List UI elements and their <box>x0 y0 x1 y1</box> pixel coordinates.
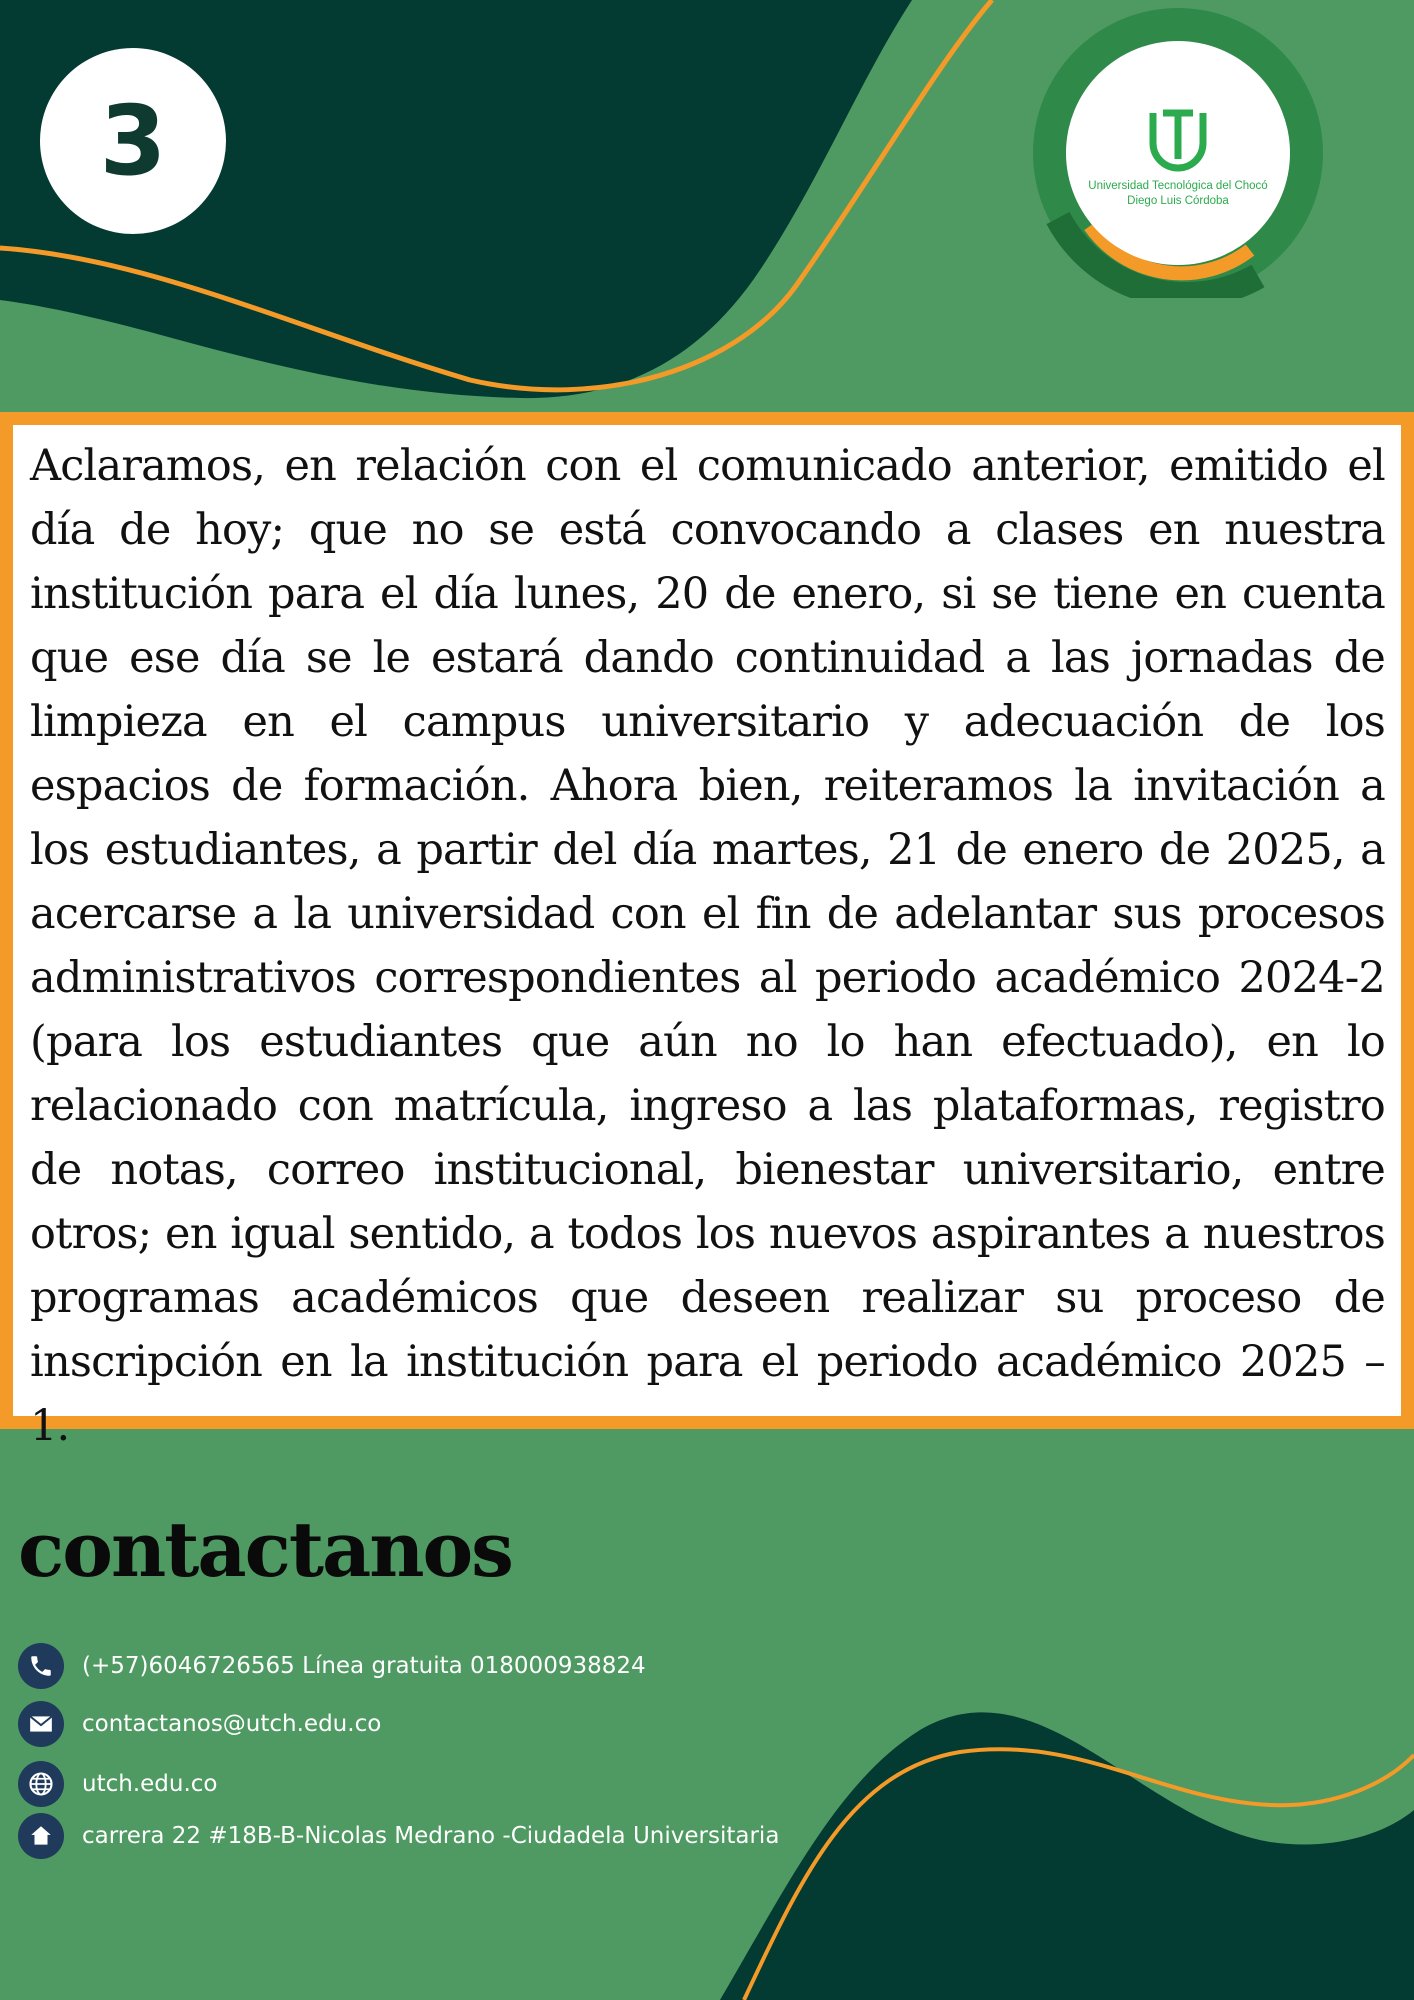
page-number: 3 <box>99 85 167 197</box>
contact-phone[interactable] <box>18 1642 646 1690</box>
logo-caption <box>1066 179 1290 209</box>
logo-badge <box>1066 41 1290 265</box>
contact-website-text: utch.edu.co <box>82 1771 218 1797</box>
contact-address-text: carrera 22 #18B-B-Nicolas Medrano -Ciudadela Universitaria <box>82 1823 780 1849</box>
contact-email[interactable] <box>18 1700 381 1748</box>
globe-icon <box>18 1761 64 1807</box>
statement-frame <box>0 412 1414 1451</box>
utch-emblem <box>1143 107 1213 177</box>
statement-box <box>13 425 1401 1451</box>
home-icon <box>18 1813 64 1859</box>
phone-icon <box>18 1643 64 1689</box>
email-icon <box>18 1701 64 1747</box>
contact-phone-text: (+57)6046726565 Línea gratuita 018000938824 <box>82 1653 646 1679</box>
page-number-badge <box>40 48 226 234</box>
university-logo <box>1028 8 1328 298</box>
logo-line-1: Universidad Tecnológica del Chocó <box>1088 180 1268 192</box>
statement-text: Aclaramos, en relación con el comunicado anterior, emitido el día de hoy; que no se está convocando a clases en nuestra institución para el día lunes, 20 de enero, si se tiene en cuenta que ese día se le estará dando continuidad a las jornadas de limpieza en el campus universitario y adecuación de los espacios de formación. Ahora bien, reiteramos la invitación a los estudiantes, a partir del día martes, 21 de enero de 2025, a acercarse a la universidad con el fin de adelantar sus procesos administrativos correspondientes al periodo académico 2024-2 (para los estudiantes que aún no lo han efectuado), en lo relacionado con matrícula, ingreso a las plataformas, registro de notas, correo institucional, bienestar universitario, entre otros; en igual sentido, a todos los nuevos aspirantes a nuestros programas académicos que deseen realizar su proceso de inscripción en la institución para el periodo académico 2025 – 1. <box>30 441 1385 1451</box>
logo-line-2: Diego Luis Córdoba <box>1127 195 1229 207</box>
contact-address[interactable] <box>18 1812 779 1860</box>
contact-email-text: contactanos@utch.edu.co <box>82 1711 382 1737</box>
contact-website[interactable] <box>18 1760 217 1808</box>
contact-heading: contactanos <box>18 1505 512 1594</box>
